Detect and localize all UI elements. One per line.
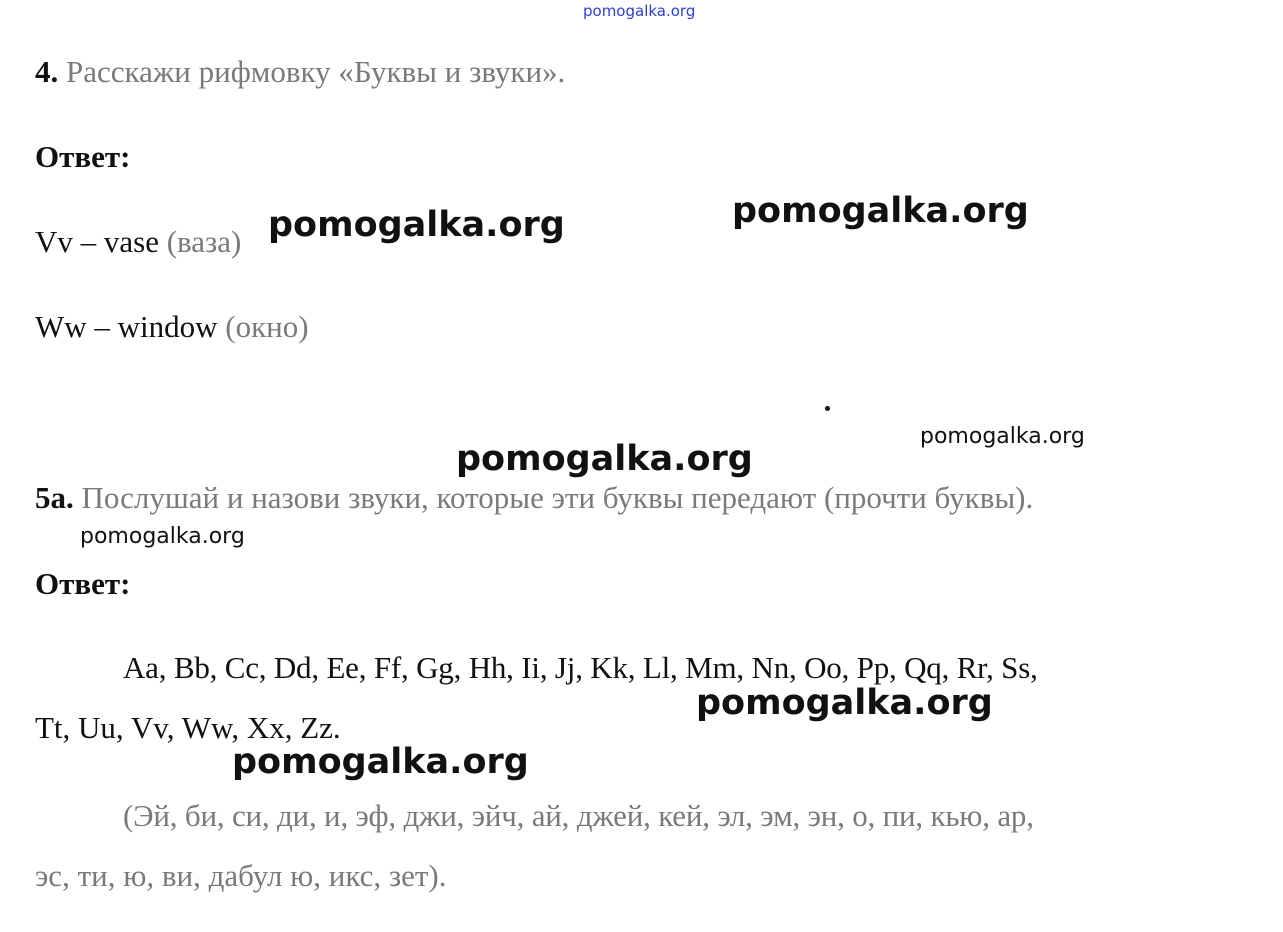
watermark-6: pomogalka.org [696,683,993,723]
task4-line-2 [35,309,309,345]
watermark-4: pomogalka.org [456,439,753,479]
task4-line-1-word: Vv – vase [35,224,159,259]
task4-line-2-word: Ww – window [35,309,218,344]
task5a-sounds-line-1: (Эй, би, си, ди, и, эф, джи, эйч, ай, джей, кей, эл, эм, эн, о, пи, кью, ар, [123,798,1034,833]
task5a-heading [35,480,1033,516]
watermark-1: pomogalka.org [268,205,565,245]
watermark-2: pomogalka.org [732,191,1029,231]
watermark-3: pomogalka.org [920,424,1085,449]
task4-answer-label: Ответ: [35,139,131,174]
watermark-5: pomogalka.org [80,524,245,549]
task4-text: Расскажи рифмовку «Буквы и звуки». [66,54,566,89]
task4-line-2-translation: (окно) [225,309,309,344]
task4-line-1-translation: (ваза) [166,224,242,259]
dot-mark [825,406,830,411]
task5a-number: 5а. [35,480,74,515]
task5a-text: Послушай и назови звуки, которые эти буквы передают (прочти буквы). [81,480,1034,515]
task4-heading [35,54,565,90]
task5a-answer-label: Ответ: [35,566,131,601]
watermark-7: pomogalka.org [232,742,529,782]
task5a-letters-line-2: Tt, Uu, Vv, Ww, Xx, Zz. [35,710,341,745]
watermark-top: pomogalka.org [583,2,696,20]
task5a-letters-line-1: Aa, Bb, Cc, Dd, Ee, Ff, Gg, Hh, Ii, Jj, Kk, Ll, Mm, Nn, Oo, Pp, Qq, Rr, Ss, [123,650,1038,685]
task4-number: 4. [35,54,59,89]
task5a-sounds-line-2: эс, ти, ю, ви, дабул ю, икс, зет). [35,858,447,893]
task4-line-1 [35,224,241,260]
